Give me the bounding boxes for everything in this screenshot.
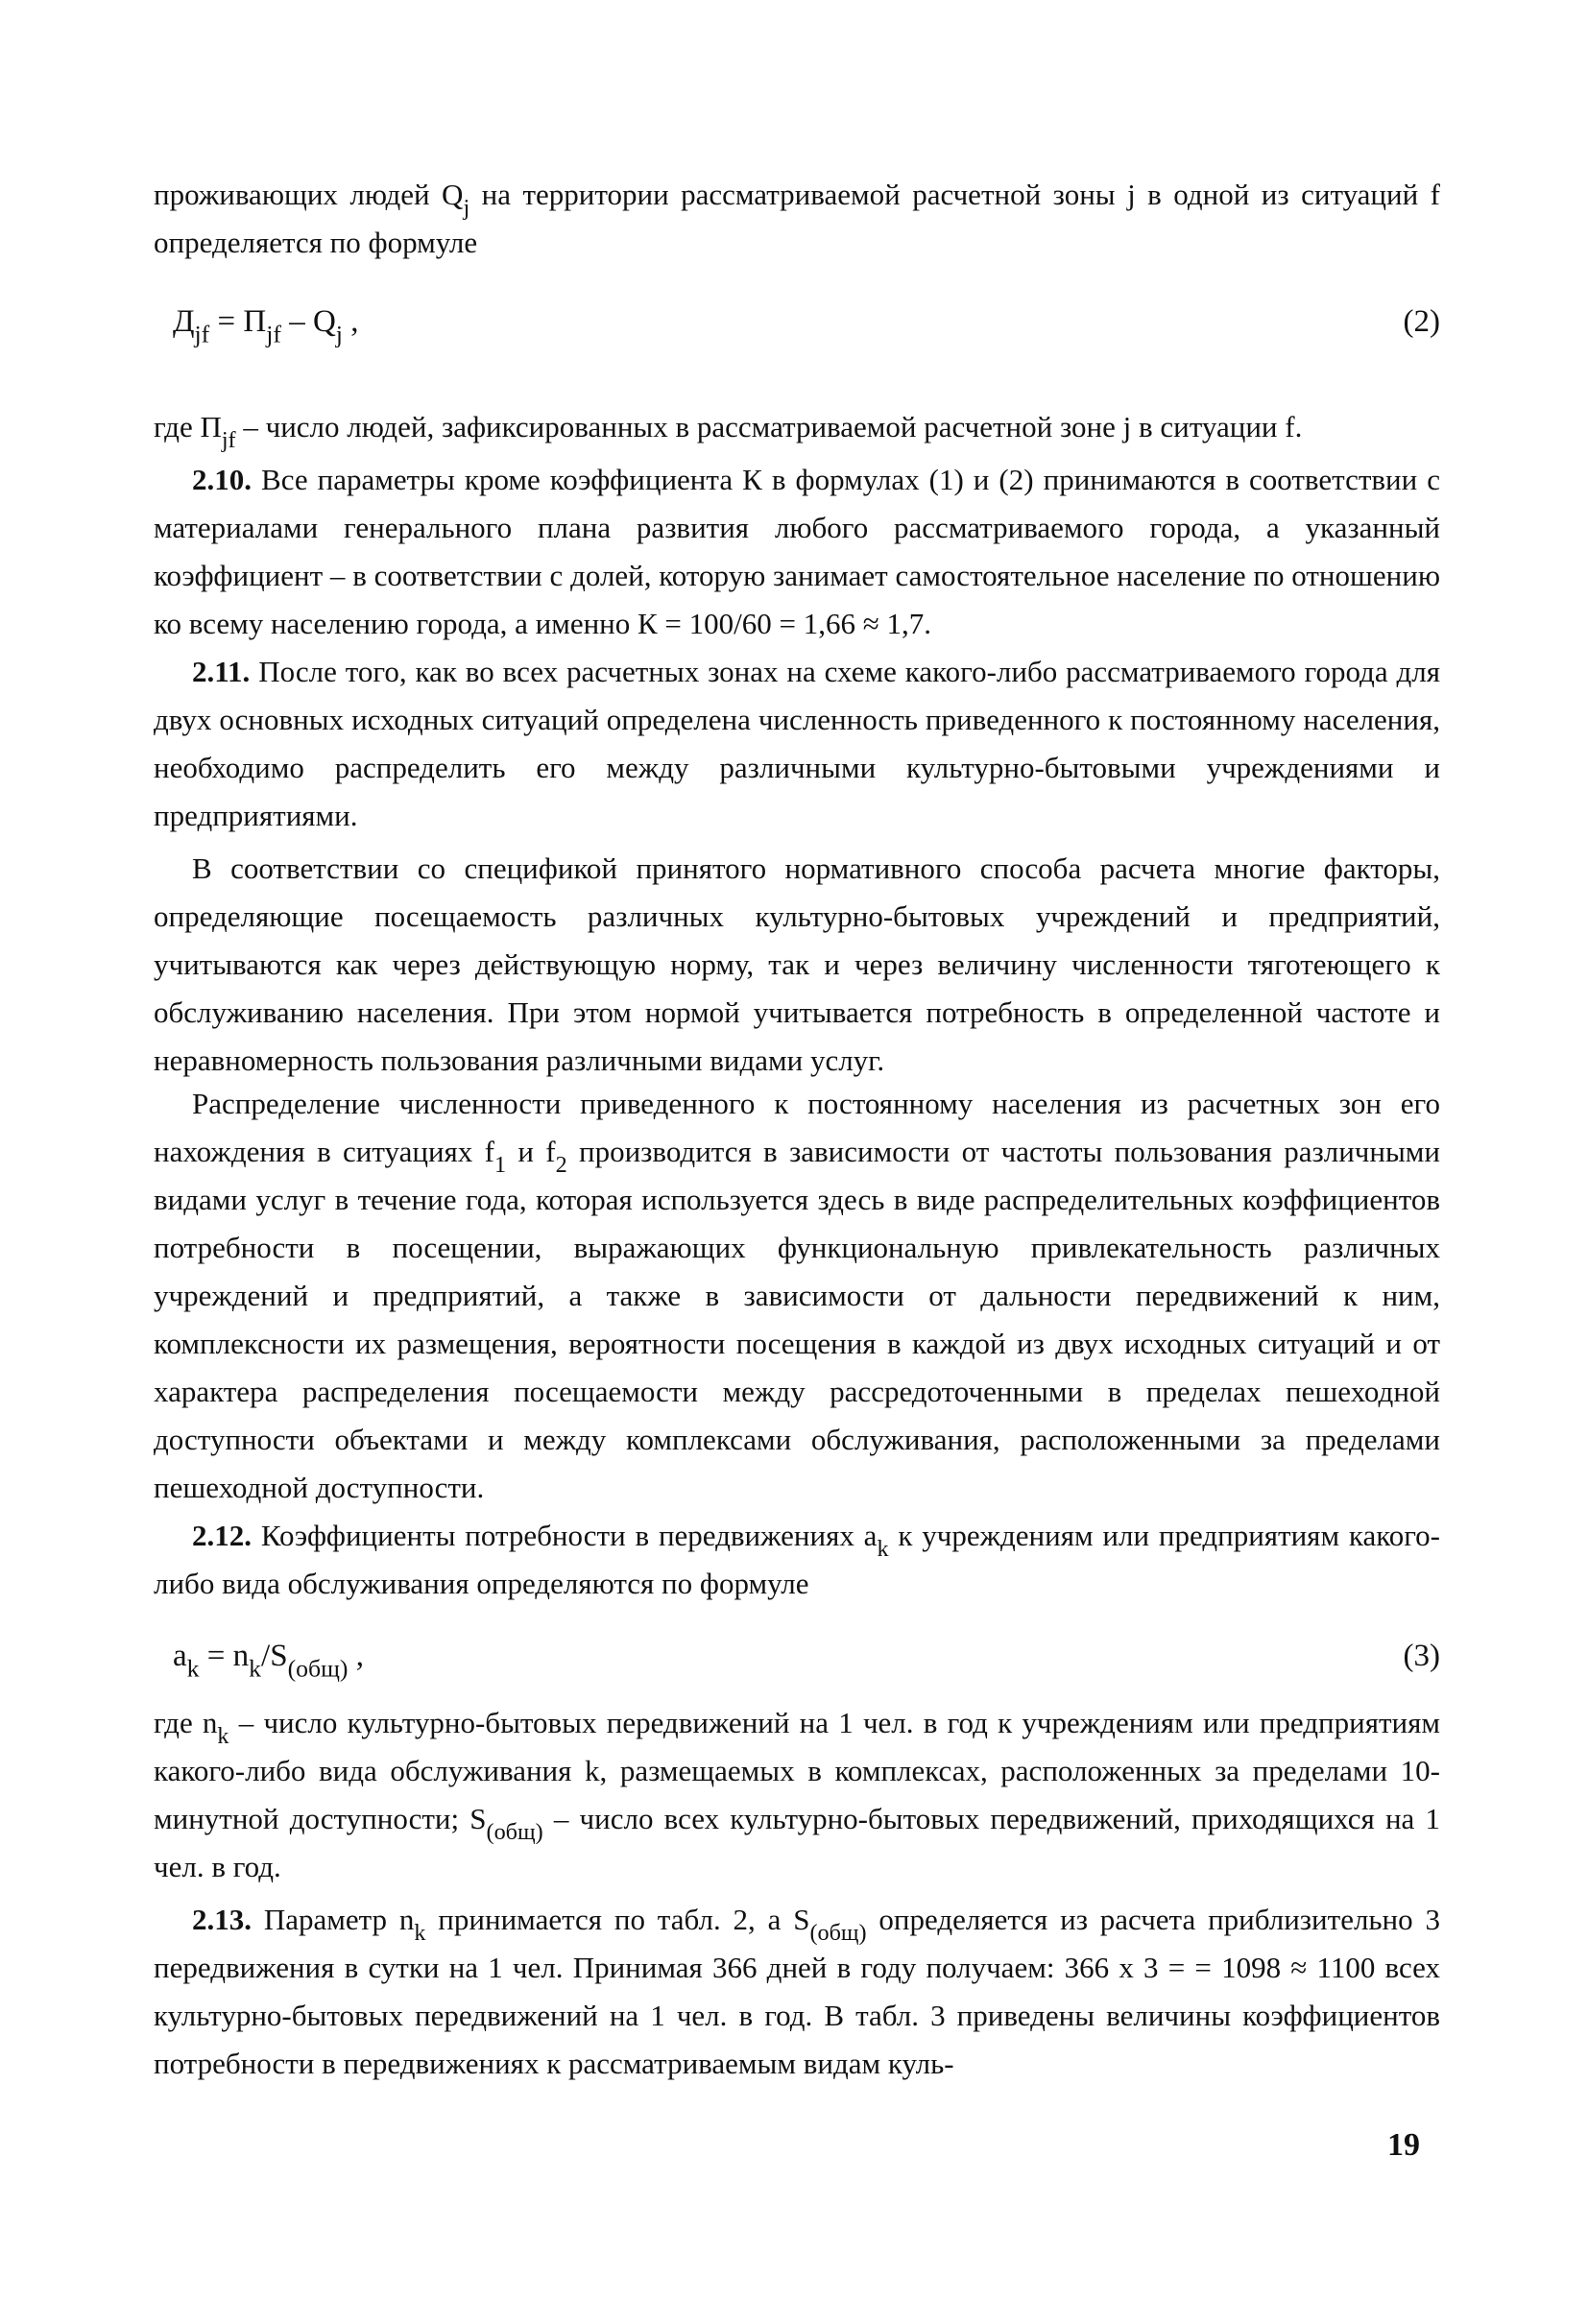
- formula-2-number: (2): [1403, 304, 1440, 339]
- section-2-10: 2.10. Все параметры кроме коэффициента К в формулах (1) и (2) принимаются в соответствии с материалами генерального плана развития любого рассматриваемого города, а указанный коэффициент – в соответствии с долей, которую занимает самостоятельное население по отношению ко всему населению города, а именно К = 100/60 = 1,66 ≈ 1,7.: [154, 463, 1440, 640]
- paragraph-specifics: В соответствии со спецификой принятого нормативного способа расчета многие факторы, определяющие посещаемость различных культурно-бытовых учреждений и предприятий, учитываются как через действующую норму, так и через величину численности тяготеющего к обслуживанию населения. При этом нормой учитывается потребность в определенной частоте и неравномерность пользования различными видами услуг.: [154, 851, 1440, 1077]
- section-number: 2.11.: [192, 655, 251, 688]
- section-2-13: 2.13. Параметр $n_k$ принимается по табл. 2, а $S_{(общ)}$ определяется из расчета приблизительно 3 передвижения в сутки на 1 чел. Принимая 366 дней в году получаем: 366 x 3 = = 1098 ≈ 1100 всех культурно-бытовых передвижений на 1 чел. в год. В табл. 3 приведены величины коэффициентов потребности в передвижениях к рассматриваемым видам куль-: [154, 1903, 1440, 2080]
- paragraph-distribution: Распределение численности приведенного к постоянному населения из расчетных зон его нахождения в ситуациях $f_1$ и $f_2$ производится в зависимости от частоты пользования различными видами услуг в течение года, которая используется здесь в виде распределительных коэффициентов потребности в посещении, выражающих функциональную привлекательность различных учреждений и предприятий, а также в зависимости от дальности передвижений к ним, комплексности их размещения, вероятности посещения в каждой из двух исходных ситуаций и от характера распределения посещаемости между рассредоточенными в пределах пешеходной доступности объектами и между комплексами обслуживания, расположенными за пределами пешеходной доступности.: [154, 1087, 1440, 1504]
- paragraph-top: [154, 171, 1440, 267]
- section-number: 2.10.: [192, 463, 252, 496]
- formula-3-explanation: где $n_k$ – число культурно-бытовых передвижений на 1 чел. в год к учреждениям или предприятиям какого-либо вида обслуживания k, размещаемых в комплексах, расположенных за пределами 10-минутной доступности; $S_{(общ)}$ – число всех культурно-бытовых передвижений, приходящихся на 1 чел. в год.: [154, 1706, 1441, 1883]
- section-number: 2.13.: [192, 1903, 252, 1936]
- formula-2: $Д_{jf} = П_{jf} - Q_j$ , (2): [173, 293, 1440, 350]
- section-2-11: 2.11. После того, как во всех расчетных зонах на схеме какого-либо рассматриваемого города для двух основных исходных ситуаций определена численность приведенного к постоянному населения, необходимо распределить его между различными культурно-бытовыми учреждениями и предприятиями.: [154, 655, 1440, 832]
- section-2-12: 2.12. Коэффициенты потребности в передвижениях $a_k$ к учреждениям или предприятиям какого-либо вида обслуживания определяются по формуле: [154, 1519, 1440, 1600]
- formula-3-number: (3): [1403, 1639, 1440, 1673]
- page-number: 19: [1387, 2127, 1420, 2163]
- formula-2-explanation: где $П_{jf}$ – число людей, зафиксированных в рассматриваемой расчетной зоне j в ситуации f.: [154, 410, 1303, 453]
- section-number: 2.12.: [192, 1519, 252, 1552]
- formula-3: $a_k = n_k/S_{(общ)}$ , (3): [173, 1627, 1440, 1685]
- paragraph-top-text: проживающих людей $Q_j$ на территории рассматриваемой расчетной зоны j в одной из ситуаций f определяется по формуле: [154, 178, 1440, 259]
